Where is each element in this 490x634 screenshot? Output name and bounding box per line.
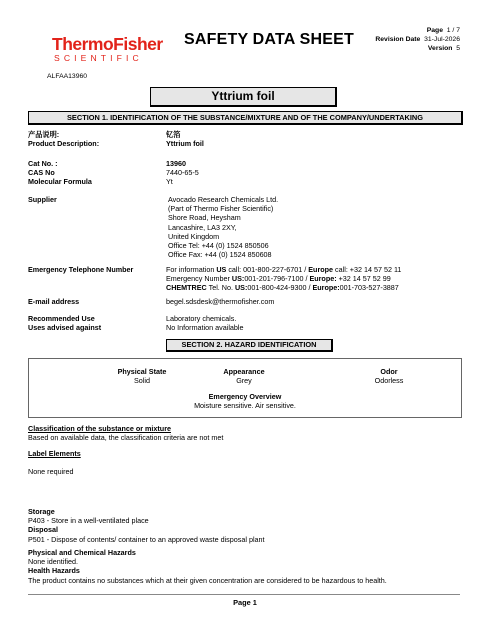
emergency-phone-numbers [166, 265, 401, 293]
classification-value: Based on available data, the classification criteria are not met [28, 433, 224, 443]
classification-label: Classification of the substance or mixture [28, 424, 171, 433]
odor [344, 367, 434, 385]
disposal-value: P501 - Dispose of contents/ container to an approved waste disposal plant [28, 534, 265, 544]
product-description-value-en: Yttrium foil [166, 139, 204, 148]
page-value: 1 / 7 [446, 27, 460, 34]
emergency-phone-label: Emergency Telephone Number [28, 265, 134, 274]
precautions-block [28, 507, 265, 544]
molecular-formula-label: Molecular Formula [28, 177, 92, 186]
document-title: SAFETY DATA SHEET [184, 31, 354, 48]
storage-label: Storage [28, 507, 55, 516]
cat-no-value: 13960 [166, 159, 186, 168]
cat-no-label: Cat No. : [28, 159, 58, 168]
supplier-line: Office Fax: +44 (0) 1524 850608 [168, 250, 272, 260]
recommended-use-value: Laboratory chemicals. [166, 314, 237, 323]
revision-label: Revision Date [375, 35, 421, 43]
label-elements-value: None required [28, 467, 74, 476]
footer-divider [28, 594, 460, 595]
recommended-use-label: Recommended Use [28, 314, 95, 323]
page-number: Page 1 [233, 598, 257, 607]
appearance-value: Grey [236, 376, 252, 385]
recommended-use-values [166, 314, 244, 332]
uses-advised-against-label: Uses advised against [28, 323, 102, 333]
classification-block [28, 424, 223, 442]
email-label: E-mail address [28, 297, 80, 306]
supplier-line: Shore Road, Heysham [168, 213, 241, 223]
document-code: ALFAA13960 [47, 73, 88, 80]
hazard-overview-box [28, 358, 462, 418]
supplier-line: Lancashire, LA3 2XY, [168, 222, 237, 232]
supplier-address [168, 195, 278, 259]
physical-state-label: Physical State [117, 367, 167, 376]
emergency-overview-value: Moisture sensitive. Air sensitive. [194, 401, 296, 410]
hazards-block [28, 548, 387, 585]
product-title: Yttrium foil [150, 87, 337, 107]
supplier-line: United Kingdom [168, 231, 220, 241]
odor-label: Odor [380, 367, 398, 376]
physical-state [87, 367, 197, 385]
cas-no-value: 7440-65-5 [166, 168, 199, 177]
health-hazards-label: Health Hazards [28, 566, 80, 576]
product-description-label-en: Product Description: [28, 139, 100, 148]
uses-advised-against-value: No Information available [166, 323, 244, 333]
version-label: Version [427, 44, 453, 52]
recommended-use-labels [28, 314, 101, 332]
revision-value: 31-Jul-2026 [424, 35, 460, 43]
logo-subtitle: SCIENTIFIC [54, 53, 143, 63]
emergency-line: CHEMTREC Tel. No. US:001-800-424-9300 / Europe:001-703-527-3887 [166, 283, 399, 293]
cas-no-label: CAS No [28, 168, 55, 177]
appearance [189, 367, 299, 385]
version-value: 5 [456, 44, 460, 52]
disposal-label: Disposal [28, 525, 58, 535]
physical-hazards-label: Physical and Chemical Hazards [28, 548, 136, 557]
page-label: Page [426, 27, 443, 34]
emergency-overview-label: Emergency Overview [208, 392, 282, 401]
email-value[interactable]: begel.sdsdesk@thermofisher.com [166, 297, 275, 306]
odor-value: Odorless [374, 376, 404, 385]
physical-state-value: Solid [134, 376, 150, 385]
emergency-line: For information US call: 001-800-227-6701 / Europe call: +32 14 57 52 11 [166, 265, 402, 274]
appearance-label: Appearance [223, 367, 265, 376]
emergency-overview [29, 392, 461, 410]
health-hazards-value: The product contains no substances which at their given concentration are considered to be hazardous to health. [28, 575, 387, 585]
product-description-value [166, 130, 204, 148]
section-1-header: SECTION 1. IDENTIFICATION OF THE SUBSTANCE/MIXTURE AND OF THE COMPANY/UNDERTAKING [28, 111, 463, 125]
document-meta [340, 27, 460, 53]
supplier-line: Office Tel: +44 (0) 1524 850506 [168, 241, 269, 251]
supplier-label: Supplier [28, 195, 57, 204]
storage-value: P403 - Store in a well-ventilated place [28, 516, 149, 526]
label-elements-heading: Label Elements [28, 449, 81, 458]
product-description-label-cn: 产品说明: [28, 130, 60, 139]
supplier-line: Avocado Research Chemicals Ltd. [168, 195, 279, 204]
physical-hazards-value: None identified. [28, 557, 78, 567]
molecular-formula-value: Yt [166, 177, 173, 186]
emergency-line: Emergency Number US:001-201-796-7100 / Europe: +32 14 57 52 99 [166, 274, 391, 284]
section-2-header: SECTION 2. HAZARD IDENTIFICATION [166, 339, 333, 352]
supplier-line: (Part of Thermo Fisher Scientific) [168, 204, 274, 214]
product-description-label [28, 130, 99, 148]
product-description-value-cn: 钇箔 [166, 130, 181, 139]
logo-wordmark: ThermoFisher [52, 34, 163, 54]
